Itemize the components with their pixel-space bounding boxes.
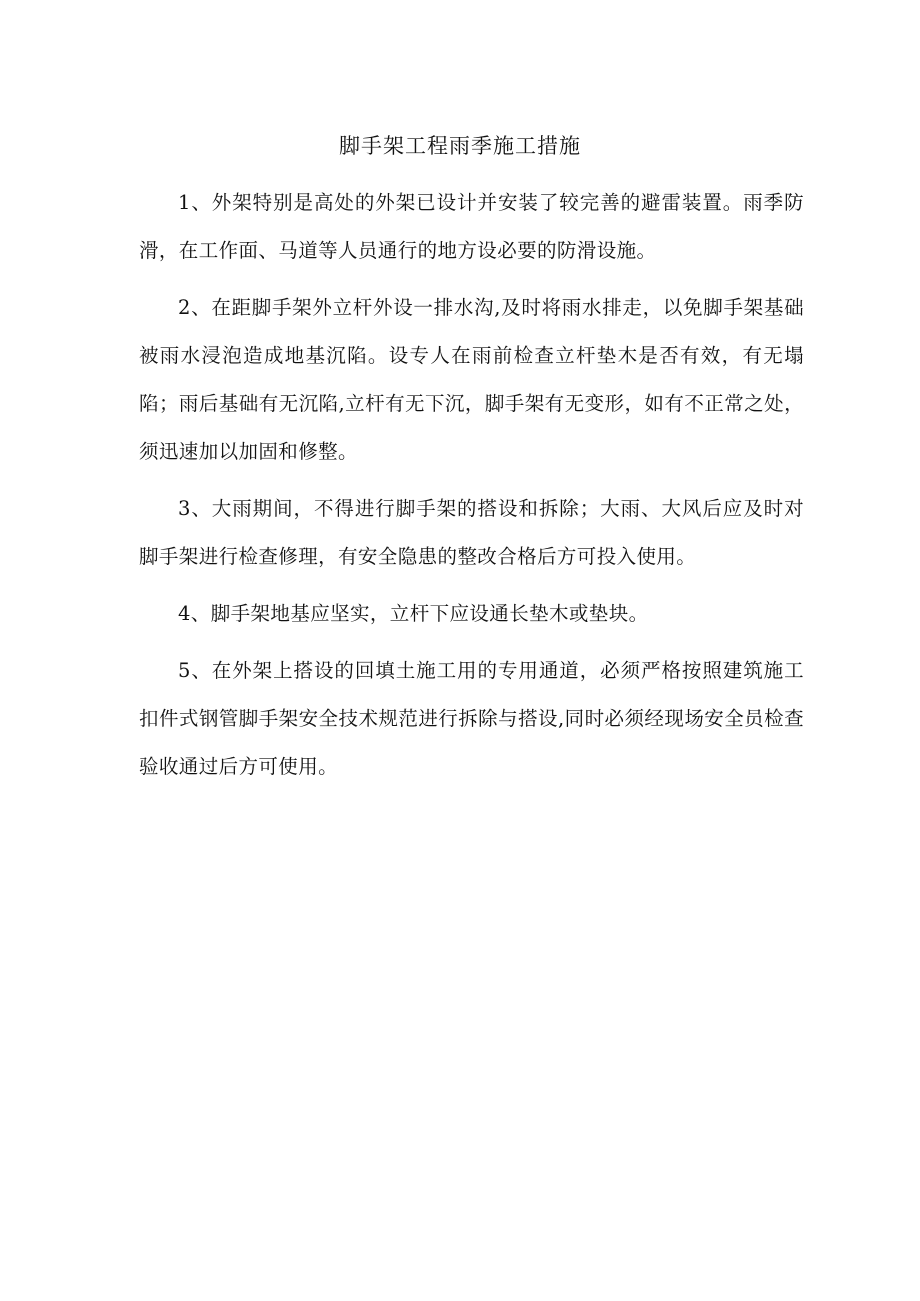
document-title: 脚手架工程雨季施工措施 <box>339 134 581 158</box>
paragraph-3: 3、大雨期间，不得进行脚手架的搭设和拆除；大雨、大风后应及时对脚手架进行检查修理，有安全隐患的整改合格后方可投入使用。 <box>139 497 804 568</box>
paragraph-1: 1、外架特别是高处的外架已设计并安装了较完善的避雷装置。雨季防滑，在工作面、马道等人员通行的地方设必要的防滑设施。 <box>139 191 804 262</box>
paragraph-5: 5、在外架上搭设的回填土施工用的专用通道，必须严格按照建筑施工扣件式钢管脚手架安全技术规范进行拆除与搭设,同时必须经现场安全员检查验收通过后方可使用。 <box>139 659 804 778</box>
paragraph-2: 2、在距脚手架外立杆外设一排水沟,及时将雨水排走，以免脚手架基础被雨水浸泡造成地基沉陷。设专人在雨前检查立杆垫木是否有效，有无塌陷；雨后基础有无沉陷,立杆有无下沉，脚手架有无变形，如有不正常之处，须迅速加以加固和修整。 <box>139 296 804 463</box>
document-body <box>139 179 804 800</box>
paragraph-4: 4、脚手架地基应坚实，立杆下应设通长垫木或垫块。 <box>178 602 649 625</box>
